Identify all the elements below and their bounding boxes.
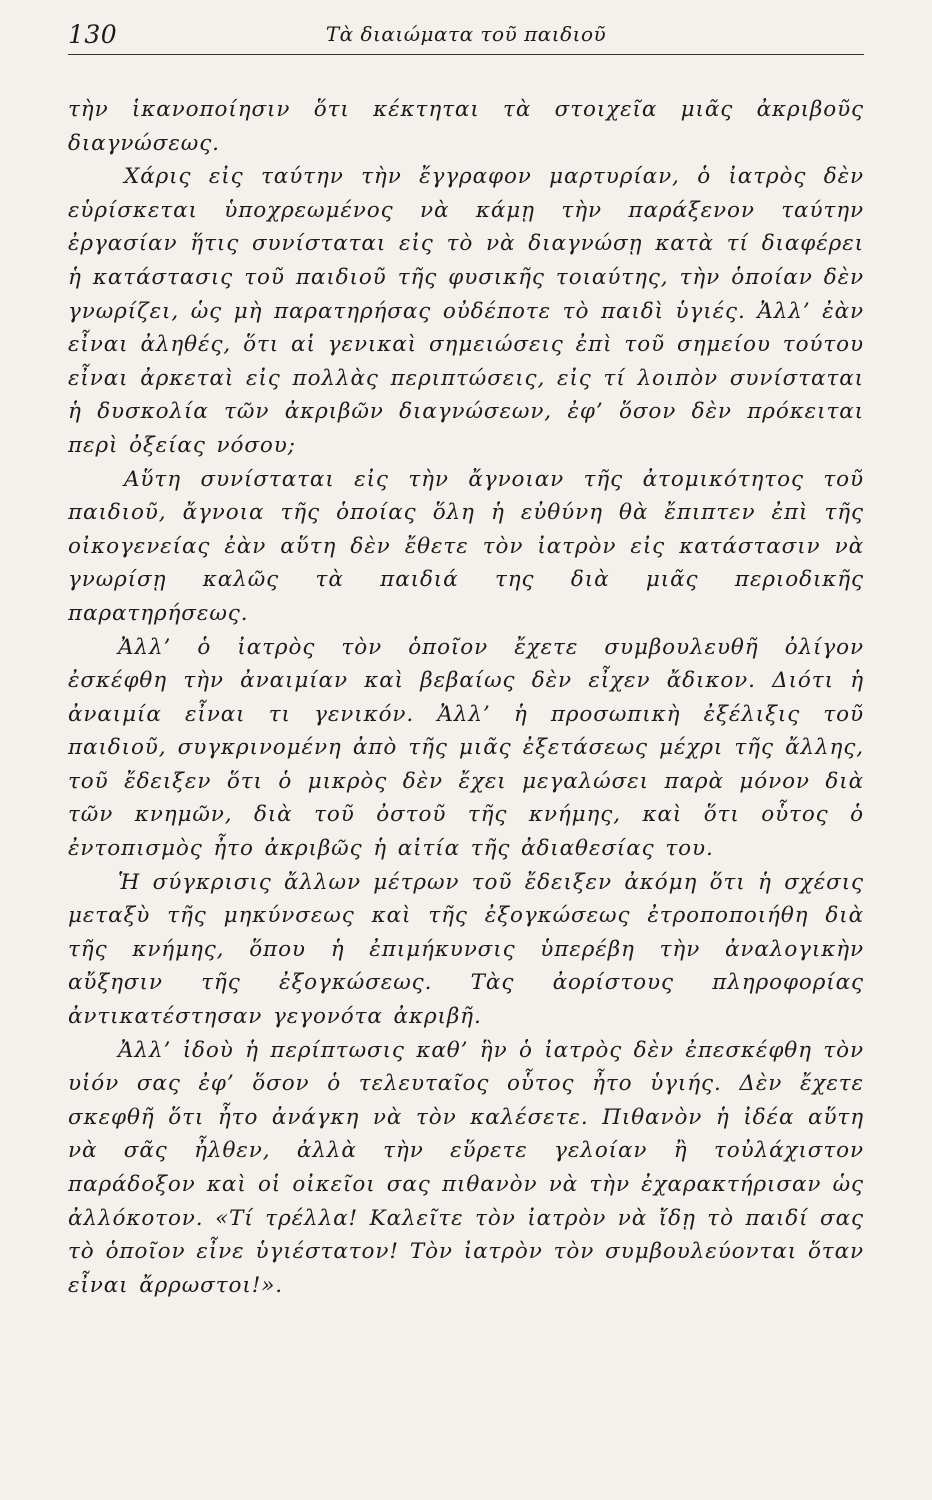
header-rule <box>68 54 864 55</box>
paragraph: Ἀλλ’ ὁ ἰατρὸς τὸν ὁποῖον ἔχετε συμβουλευθῆ ὀλίγον ἐσκέφθη τὴν ἀναιμίαν καὶ βεβαίως δὲν εἶχεν ἄδικον. Διότι ἡ ἀναιμία εἶναι τι γενικόν. Ἀλλ’ ἡ προσωπικὴ ἐξέλιξις τοῦ παιδιοῦ, συγκρινομένη ἀπὸ τῆς μιᾶς ἐξετάσεως μέχρι τῆς ἄλλης, τοῦ ἔδειξεν ὅτι ὁ μικρὸς δὲν ἔχει μεγαλώσει παρὰ μόνον διὰ τῶν κνημῶν, διὰ τοῦ ὀστοῦ τῆς κνήμης, καὶ ὅτι οὗτος ὁ ἐντοπισμὸς ἦτο ἀκριβῶς ἡ αἰτία τῆς ἀδιαθεσίας του. <box>68 634 864 862</box>
page-header <box>68 20 864 60</box>
running-title: Τὰ διαιώματα τοῦ παιδιοῦ <box>325 22 607 46</box>
paragraph-continuation: τὴν ἱκανοποίησιν ὅτι κέκτηται τὰ στοιχεῖα μιᾶς ἀκριβοῦς διαγνώσεως. <box>68 97 864 156</box>
paragraph: Ἡ σύγκρισις ἄλλων μέτρων τοῦ ἔδειξεν ἀκόμη ὅτι ἡ σχέσις μεταξὺ τῆς μηκύνσεως καὶ τῆς ἐξογκώσεως ἐτροποποιήθη διὰ τῆς κνήμης, ὅπου ἡ ἐπιμήκυνσις ὑπερέβη τὴν ἀναλογικὴν αὔξησιν τῆς ἐξογκώσεως. Τὰς ἀορίστους πληροφορίας ἀντικατέστησαν γεγονότα ἀκριβῆ. <box>68 869 864 1030</box>
paragraph: Χάρις εἰς ταύτην τὴν ἔγγραφον μαρτυρίαν, ὁ ἰατρὸς δὲν εὑρίσκεται ὑποχρεωμένος νὰ κάμῃ τὴν παράξενον ταύτην ἐργασίαν ἥτις συνίσταται εἰς τὸ νὰ διαγνώσῃ κατὰ τί διαφέρει ἡ κατάστασις τοῦ παιδιοῦ τῆς φυσικῆς τοιαύτης, τὴν ὁποίαν δὲν γνωρίζει, ὡς μὴ παρατηρήσας οὐδέποτε τὸ παιδὶ ὑγιές. Ἀλλ’ ἐὰν εἶναι ἀληθές, ὅτι αἱ γενικαὶ σημειώσεις ἐπὶ τοῦ σημείου τούτου εἶναι ἀρκεταὶ εἰς πολλὰς περιπτώσεις, εἰς τί λοιπὸν συνίσταται ἡ δυσκολία τῶν ἀκριβῶν διαγνώσεων, ἐφ’ ὅσον δὲν πρόκειται περὶ ὀξείας νόσου; <box>68 164 864 458</box>
body-text <box>68 93 864 1302</box>
page-number: 130 <box>68 20 118 49</box>
paragraph: Αὕτη συνίσταται εἰς τὴν ἄγνοιαν τῆς ἀτομικότητος τοῦ παιδιοῦ, ἄγνοια τῆς ὁποίας ὅλη ἡ εὐθύνη θὰ ἔπιπτεν ἐπὶ τῆς οἰκογενείας ἐὰν αὕτη δὲν ἔθετε τὸν ἰατρὸν εἰς κατάστασιν νὰ γνωρίσῃ καλῶς τὰ παιδιά της διὰ μιᾶς περιοδικῆς παρατηρήσεως. <box>68 466 864 626</box>
paragraph: Ἀλλ’ ἰδοὺ ἡ περίπτωσις καθ’ ἣν ὁ ἰατρὸς δὲν ἐπεσκέφθη τὸν υἱόν σας ἐφ’ ὅσον ὁ τελευταῖος οὗτος ἦτο ὑγιής. Δὲν ἔχετε σκεφθῆ ὅτι ἦτο ἀνάγκη νὰ τὸν καλέσετε. Πιθανὸν ἡ ἰδέα αὕτη νὰ σᾶς ἦλθεν, ἀλλὰ τὴν εὕρετε γελοίαν ἢ τοὐλάχιστον παράδοξον καὶ οἱ οἰκεῖοι σας πιθανὸν νὰ τὴν ἐχαρακτήρισαν ὡς ἀλλόκοτον. «Τί τρέλλα! Καλεῖτε τὸν ἰατρὸν νὰ ἴδῃ τὸ παιδί σας τὸ ὁποῖον εἶνε ὑγιέστατον! Τὸν ἰατρὸν τὸν συμβουλεύονται ὅταν εἶναι ἄρρωστοι!». <box>68 1037 864 1298</box>
